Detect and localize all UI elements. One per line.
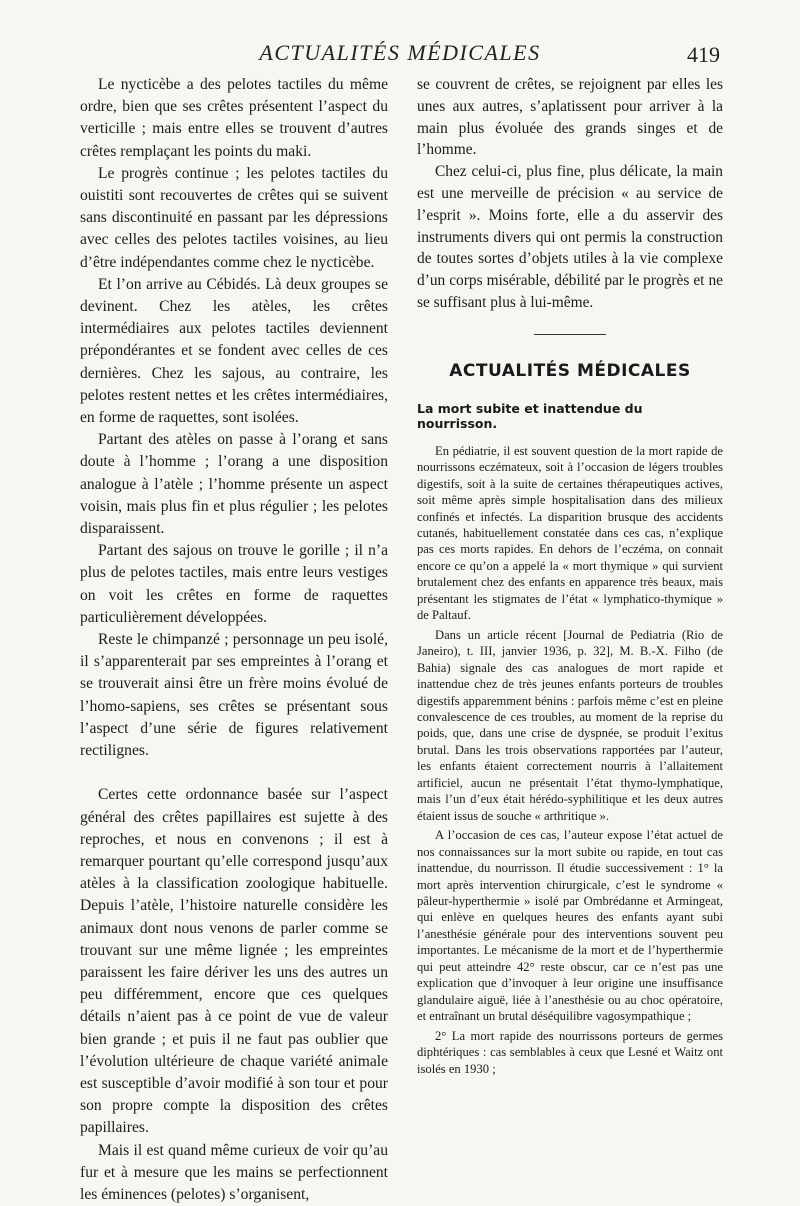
- article-title: La mort subite et inattendue du nourrisson.: [417, 400, 643, 431]
- paragraph: Reste le chimpanzé ; personnage un peu isolé, il s’apparenterait par ses empreintes à l’orang et se trouverait ainsi être un frère moins évolué de l’homo-sapiens, ses crêtes se présentant sous l’aspect d’une série de figures relativement rectilignes.: [80, 631, 388, 760]
- paragraph: Et l’on arrive au Cébidés. Là deux groupes se devinent. Chez les atèles, les crêtes intermédiaires aux pelotes tactiles deviennent prépondérantes et se fondent avec celles de ces dernières. Chez les sajous, au contraire, les pelotes restent nettes et les crêtes intermédiaires, en forme de raquettes, sont isolées.: [80, 275, 388, 427]
- paragraph: Le nycticèbe a des pelotes tactiles du même ordre, bien que ses crêtes présentent l’aspect du verticille ; mais entre elles se trouvent d’autres crêtes remplaçant les points du maki.: [80, 76, 388, 160]
- paragraph: Partant des atèles on passe à l’orang et sans doute à l’homme ; l’orang a une disposition analogue à l’atèle ; l’homme présente un aspect voisin, mais plus fin et plus régulier ; les pelotes disparaissent.: [80, 431, 388, 538]
- left-column: [80, 74, 388, 1206]
- paragraph: Le progrès continue ; les pelotes tactiles du ouistiti sont recouvertes de crêtes qui se suivent sans discontinuité en passant par les dépressions avec celles des pelotes tactiles voisines, au lieu d’être indépendantes comme chez le nycticèbe.: [80, 164, 388, 271]
- page-number: 419: [687, 42, 720, 67]
- paragraph: Partant des sajous on trouve le gorille ; il n’a plus de pelotes tactiles, mais entre leurs vestiges on voit les crêtes en forme de raquettes particulièrement développées.: [80, 542, 388, 626]
- section-title: ACTUALITÉS MÉDICALES: [449, 360, 691, 381]
- paragraph: Dans un article récent [Journal de Pediatria (Rio de Janeiro), t. III, janvier 1936, p. 32], M. B.-X. Filho (de Bahia) signale des cas analogues de mort rapide et inattendue chez de très jeunes enfants porteurs de troubles digestifs apparemment bénins : parfois même c’est en pleine convalescence de ces troubles, au moment de la reprise du poids, que, dans une crise de dyspnée, se produit l’exitus brutal. Dans les trois observations rapportées par l’auteur, les enfants étaient correctement nourris à l’allaitement artificiel, aucun ne présentait l’état thymo-lymphatique, mais l’un d’eux était hérédo-syphilitique et les deux autres étaient issus de souche « arthritique ».: [417, 627, 723, 823]
- paragraph: Mais il est quand même curieux de voir qu’au fur et à mesure que les mains se perfectionnent les éminences (pelotes) s’organisent,: [80, 1141, 388, 1203]
- running-title: ACTUALITÉS MÉDICALES: [259, 40, 541, 65]
- paragraph: A l’occasion de ces cas, l’auteur expose l’état actuel de nos connaissances sur la mort subite ou rapide, en tout cas inattendue, du nourrisson. Il étudie successivement : 1° la mort après intervention chirurgicale, c’est le syndrome « pâleur-hyperthermie » isolé par Ombrédanne et Armingeat, qui enlève en quelques heures des enfants ayant subi l’anesthésie générale pour des interventions souvent peu importantes. Le mécanisme de la mort et de l’hyperthermie qui peut atteindre 42° reste obscur, car ce n’est pas une explication que d’invoquer à leur origine une insuffisance glandulaire aiguë, liée à l’anesthésie ou au choc opératoire, et entraînant un brutal déséquilibre vagosympathique ;: [417, 828, 723, 1024]
- paragraph: Certes cette ordonnance basée sur l’aspect général des crêtes papillaires est sujette à des reproches, et nous en convenons ; il est à remarquer pourtant qu’elle correspond jusqu’aux atèles à la classification zoologique habituelle. Depuis l’atèle, l’histoire naturelle considère les animaux dont nous venons de parler comme se trouvant sur une même lignée ; les empreintes paraissent les faire dériver les uns des autres un peu différemment, encore que ces quelques détails n’aient pas à ce point de vue de valeur bien grande ; et puis il ne faut pas oublier que l’évolution ultérieure de chaque variété animale est susceptible d’avoir modifié à son tour et pour son propre compte la disposition des crêtes papillaires.: [80, 786, 388, 1137]
- paragraph: Chez celui-ci, plus fine, plus délicate, la main est une merveille de précision « au service de l’esprit ». Moins forte, elle a du asservir des instruments divers qui ont permis la construction de toutes sortes d’objets utiles à la vie complexe d’un corps misérable, débilité par le progrès et ne se suffisant plus à lui-même.: [417, 163, 723, 311]
- continuation-text: [417, 74, 723, 314]
- paragraph: se couvrent de crêtes, se rejoignent par elles les unes aux autres, s’aplatissent pour arriver à la main plus évoluée des grands singes et de l’homme.: [417, 76, 723, 159]
- article-body: [417, 443, 723, 1077]
- section-divider: [534, 334, 606, 335]
- paragraph: En pédiatrie, il est souvent question de la mort rapide de nourrissons eczémateux, soit à l’occasion de légers troubles digestifs, soit à la suite de certaines thérapeutiques actives, soit même après simple hospitalisation dans des milieux confinés et infectés. La disparition brusque des accidents cutanés, habituellement constatée dans ces cas, n’explique pas ces morts rapides. En dehors de l’eczéma, on connait encore ce qu’on a appelé la « mort thymique » qui survient brutalement chez des enfants en apparence très beaux, mais présentant les stigmates de l’état « lymphatico-thymique » de Paltauf.: [417, 443, 723, 623]
- right-column: [417, 74, 723, 1077]
- paragraph: 2° La mort rapide des nourrissons porteurs de germes diphtériques : cas semblables à ceux que Lesné et Waitz ont isolés en 1930 ;: [417, 1028, 723, 1076]
- page-header: [80, 40, 720, 70]
